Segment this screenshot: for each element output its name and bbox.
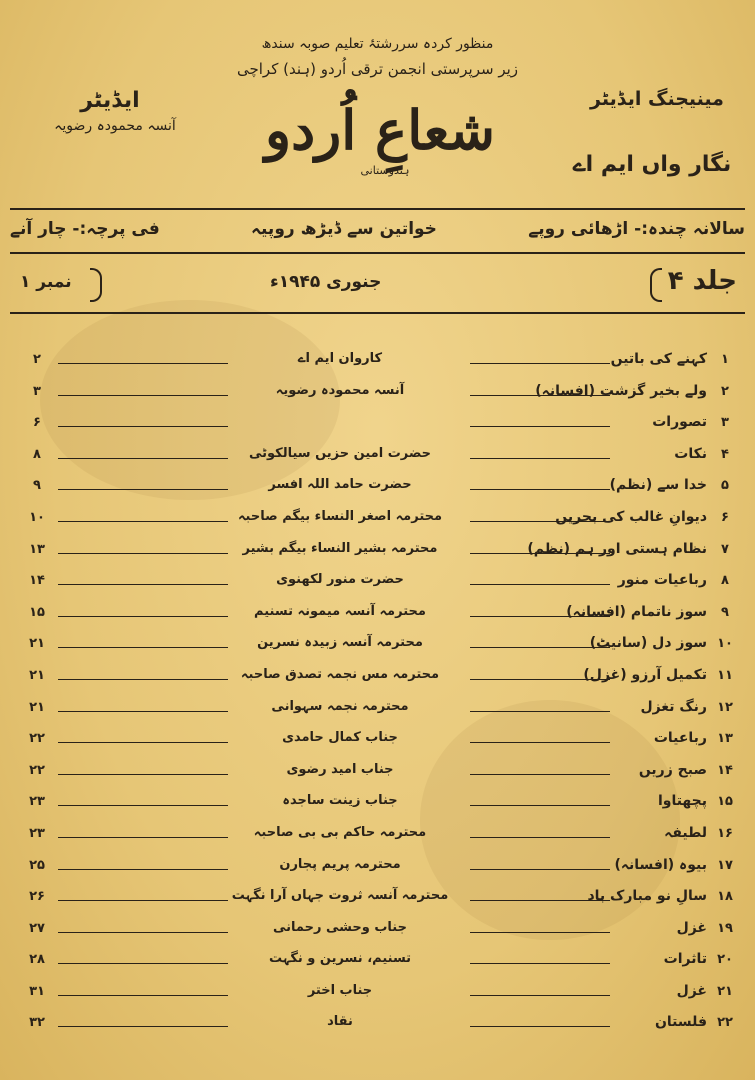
toc-row [0, 1009, 755, 1041]
toc-author: حضرت امین حزیں سیالکوٹی [248, 445, 432, 461]
toc-author: محترمہ آنسہ زبیدہ نسرین [257, 635, 423, 651]
toc-number: ۳ [721, 415, 729, 431]
toc-number: ۱۸ [717, 889, 733, 905]
bracket [90, 268, 102, 302]
toc-leader-line [58, 1026, 228, 1027]
toc-leader-line [58, 521, 228, 522]
toc-page: ۲۳ [29, 825, 45, 841]
subscription-annual: سالانہ چندہ:- اڑھائی روپے [528, 219, 745, 239]
toc-page: ۳ [33, 383, 41, 399]
toc-leader-line [470, 995, 610, 996]
toc-title: کہنے کی باتیں [610, 351, 707, 367]
toc-row [0, 757, 755, 789]
table-of-contents [0, 346, 755, 1041]
toc-leader-line [58, 489, 228, 490]
toc-row [0, 946, 755, 978]
masthead-title: شعاعِ اُردو [265, 98, 495, 162]
toc-leader-line [470, 837, 610, 838]
toc-title: نظام ہستی اور ہم (نظم) [527, 540, 707, 557]
toc-number: ۱۷ [717, 857, 733, 873]
subscription-per-copy: فی پرچہ:- چار آنے [10, 219, 160, 239]
toc-leader-line [58, 553, 228, 554]
toc-leader-line [470, 932, 610, 933]
toc-page: ۲۶ [29, 889, 45, 905]
toc-author: تسنیم، نسرین و نگہت [268, 951, 412, 967]
toc-author: محترمہ مس نجمہ تصدق صاحبہ [240, 666, 440, 682]
toc-title: تصورات [652, 414, 707, 431]
toc-author: آنسہ محمودہ رضویہ [275, 382, 405, 398]
toc-leader-line [58, 395, 228, 396]
subscription-women: خواتین سے ڈیڑھ روپیہ [251, 219, 437, 239]
toc-author: محترمہ نجمہ سہوانی [271, 698, 409, 714]
toc-title: تاثرات [663, 951, 707, 968]
toc-number: ۵ [721, 478, 729, 494]
toc-title: رنگ تغزل [640, 698, 707, 715]
toc-title: بیوہ (افسانہ) [614, 856, 707, 873]
toc-row [0, 409, 755, 441]
editor-label: ایڈیٹر [80, 88, 140, 113]
toc-page: ۲۷ [29, 920, 45, 936]
toc-author: محترمہ آنسہ ثروت جہاں آرا نگہت [231, 888, 449, 904]
toc-row [0, 441, 755, 473]
toc-title: خدا سے (نظم) [609, 477, 707, 494]
toc-page: ۲۱ [29, 636, 45, 652]
toc-page: ۲۱ [29, 699, 45, 715]
toc-page: ۱۰ [29, 509, 45, 525]
toc-row [0, 725, 755, 757]
toc-number: ۱۳ [717, 731, 733, 747]
toc-number: ۹ [721, 604, 729, 620]
toc-page: ۶ [33, 415, 41, 431]
toc-number: ۱۱ [717, 667, 733, 683]
divider [10, 312, 745, 314]
toc-leader-line [470, 711, 610, 712]
toc-row [0, 599, 755, 631]
toc-author: محترمہ پریم پجارن [279, 856, 401, 872]
issue-info-row [10, 264, 745, 308]
toc-row [0, 567, 755, 599]
toc-number: ۴ [721, 446, 729, 462]
toc-page: ۳۲ [29, 1015, 45, 1031]
toc-number: ۱۲ [717, 699, 733, 715]
toc-title: دیوانِ غالب کی بحریں [555, 508, 707, 525]
toc-row [0, 978, 755, 1010]
toc-author: جناب کمال حامدی [282, 730, 398, 746]
toc-number: ۶ [721, 509, 729, 525]
toc-author: جناب زینت ساجدہ [282, 793, 398, 809]
toc-leader-line [470, 869, 610, 870]
toc-row [0, 662, 755, 694]
toc-author: حضرت حامد اللہ افسر [268, 477, 412, 493]
toc-title: نکات [674, 445, 707, 462]
issue-number: نمبر ۱ [20, 272, 72, 292]
toc-leader-line [58, 742, 228, 743]
toc-page: ۲ [33, 352, 41, 367]
toc-author: جناب امید رضوی [286, 761, 394, 777]
toc-number: ۱۵ [717, 794, 733, 810]
toc-author: حضرت منور لکھنوی [276, 572, 404, 588]
toc-author: محترمہ حاکم بی بی صاحبہ [253, 824, 427, 840]
toc-leader-line [58, 805, 228, 806]
toc-row [0, 536, 755, 568]
toc-row [0, 694, 755, 726]
toc-row [0, 883, 755, 915]
toc-leader-line [470, 963, 610, 964]
masthead-subtitle: ہندوستانی [360, 164, 410, 177]
toc-title: سوز ناتمام (افسانہ) [566, 603, 707, 620]
toc-leader-line [470, 363, 610, 364]
toc-title: ولے بخیر گزشت (افسانہ) [535, 382, 707, 399]
volume-label: جلد ۴ [667, 266, 737, 296]
toc-leader-line [58, 774, 228, 775]
patronage-line: زیر سرپرستی انجمن ترقی اُردو (ہند) کراچی [236, 60, 519, 78]
divider [10, 208, 745, 210]
toc-number: ۱۹ [717, 920, 733, 936]
toc-leader-line [470, 774, 610, 775]
toc-leader-line [470, 742, 610, 743]
toc-page: ۸ [33, 446, 41, 462]
toc-title: تکمیل آرزو (غزل) [583, 666, 707, 683]
issue-date: جنوری ۱۹۴۵ء [270, 272, 382, 292]
toc-leader-line [58, 932, 228, 933]
toc-author: جناب وحشی رحمانی [273, 919, 407, 935]
toc-page: ۳۱ [29, 983, 45, 999]
bracket [650, 268, 662, 302]
managing-editor-label: مینیجنگ ایڈیٹر [590, 88, 724, 110]
toc-title: رباعیات منور [617, 572, 707, 589]
approval-line: منظور کردہ سررشتۂ تعلیم صوبہ سندھ [261, 36, 494, 52]
toc-page: ۲۵ [29, 857, 45, 873]
toc-page: ۱۵ [29, 604, 45, 620]
toc-page: ۱۴ [29, 573, 45, 589]
toc-row [0, 378, 755, 410]
toc-leader-line [58, 363, 228, 364]
toc-row [0, 852, 755, 884]
toc-leader-line [58, 458, 228, 459]
toc-leader-line [470, 458, 610, 459]
toc-author: کاروان ایم اے [297, 351, 383, 366]
toc-row [0, 346, 755, 378]
toc-leader-line [58, 679, 228, 680]
managing-editor-name: نگار واں ایم اے [572, 152, 732, 177]
toc-title: غزل [676, 919, 707, 936]
toc-leader-line [58, 869, 228, 870]
toc-leader-line [58, 711, 228, 712]
editor-name: آنسہ محمودہ رضویہ [54, 118, 176, 134]
toc-leader-line [470, 489, 610, 490]
toc-author: محترمہ بشیر النساء بیگم بشیر [242, 540, 438, 556]
subscription-line [10, 218, 745, 239]
toc-number: ۱۶ [717, 825, 733, 841]
toc-leader-line [470, 805, 610, 806]
toc-leader-line [58, 584, 228, 585]
toc-leader-line [58, 647, 228, 648]
toc-row [0, 915, 755, 947]
toc-number: ۸ [721, 573, 729, 589]
toc-page: ۲۱ [29, 667, 45, 683]
toc-page: ۲۲ [29, 762, 45, 778]
toc-number: ۲ [721, 383, 729, 399]
toc-page: ۲۲ [29, 731, 45, 747]
toc-number: ۲۱ [717, 983, 733, 999]
toc-title: لطیفہ [664, 824, 707, 841]
toc-title: صبح زریں [638, 761, 707, 778]
divider [10, 252, 745, 254]
toc-leader-line [58, 837, 228, 838]
toc-leader-line [470, 426, 610, 427]
toc-leader-line [58, 426, 228, 427]
toc-row [0, 630, 755, 662]
toc-number: ۱۰ [717, 636, 733, 652]
toc-row [0, 820, 755, 852]
toc-author: محترمہ آنسہ میمونہ تسنیم [254, 603, 426, 619]
toc-title: رباعیات [653, 730, 707, 747]
toc-page: ۱۳ [29, 541, 45, 557]
toc-page: ۲۳ [29, 794, 45, 810]
toc-row [0, 504, 755, 536]
toc-leader-line [470, 1026, 610, 1027]
toc-number: ۱۴ [717, 762, 733, 778]
toc-title: سوز دل (سانیٹ) [589, 635, 707, 652]
toc-leader-line [470, 584, 610, 585]
toc-title: غزل [676, 982, 707, 999]
toc-leader-line [58, 995, 228, 996]
toc-number: ۲۲ [717, 1015, 733, 1031]
toc-leader-line [58, 963, 228, 964]
toc-row [0, 472, 755, 504]
toc-leader-line [58, 900, 228, 901]
toc-page: ۹ [33, 478, 41, 494]
toc-author: جناب اختر [307, 982, 373, 998]
toc-number: ۲۰ [717, 952, 733, 968]
toc-page: ۲۸ [29, 952, 45, 968]
toc-leader-line [58, 616, 228, 617]
toc-title: سالِ نو مبارک باد [587, 888, 707, 905]
toc-title: فلستان [654, 1014, 707, 1031]
toc-number: ۷ [721, 541, 729, 557]
toc-number: ۱ [721, 352, 729, 367]
toc-title: پچھتاوا [657, 793, 707, 810]
toc-author: نقاد [327, 1014, 353, 1030]
toc-row [0, 788, 755, 820]
toc-author: محترمہ اصغر النساء بیگم صاحبہ [237, 508, 443, 524]
